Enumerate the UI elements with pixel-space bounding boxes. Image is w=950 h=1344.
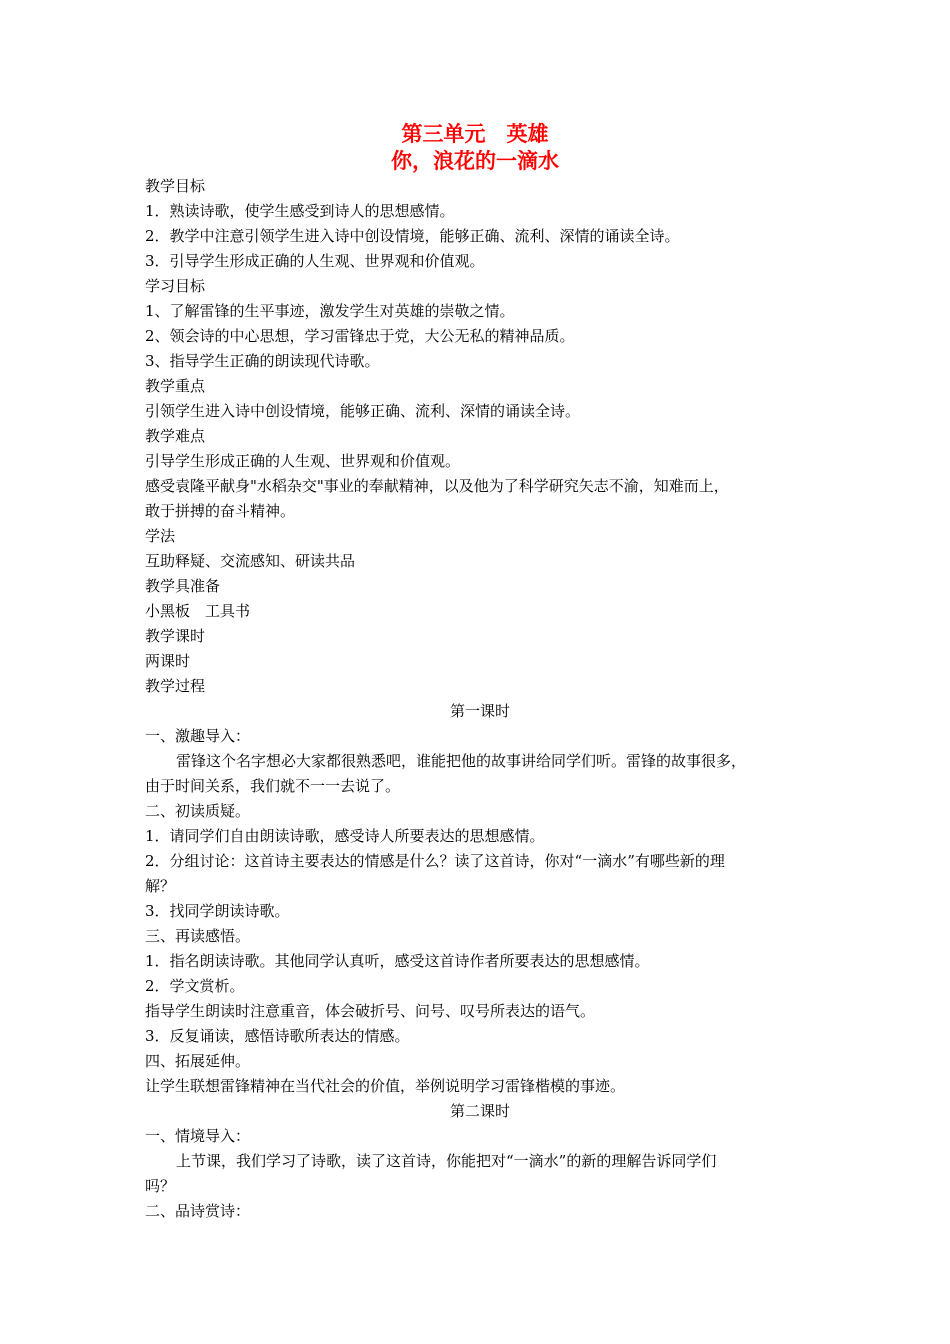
text-line: 教学具准备 — [145, 577, 221, 595]
section-heading: 第二课时 — [449, 1102, 510, 1120]
section-heading: 第一课时 — [449, 702, 510, 720]
document-body — [145, 174, 815, 1224]
text-line: 两课时 — [145, 652, 191, 670]
text-line: 1、了解雷锋的生平事迹，激发学生对英雄的崇敬之情。 — [145, 302, 515, 320]
unit-title: 第三单元 英雄 — [401, 122, 549, 146]
text-line: 三、再读感悟。 — [145, 927, 251, 945]
lesson-title: 你，浪花的一滴水 — [391, 149, 559, 173]
text-line: 一、情境导入： — [145, 1127, 251, 1145]
text-line: 解？ — [145, 877, 176, 895]
text-line: 四、拓展延伸。 — [145, 1052, 251, 1070]
text-line: 教学目标 — [145, 177, 206, 195]
text-line: 二、初读质疑。 — [145, 802, 251, 820]
text-line: 2．教学中注意引领学生进入诗中创设情境，能够正确、流利、深情的诵读全诗。 — [145, 227, 680, 245]
text-line: 互助释疑、交流感知、研读共品 — [145, 552, 356, 570]
text-line: 学习目标 — [145, 277, 206, 295]
text-line: 2．学文赏析。 — [145, 977, 245, 995]
text-line: 教学难点 — [145, 427, 206, 445]
text-line: 3、指导学生正确的朗读现代诗歌。 — [145, 352, 380, 370]
text-line: 2．分组讨论：这首诗主要表达的情感是什么？读了这首诗，你对“一滴水”有哪些新的理 — [145, 852, 725, 870]
text-line: 由于时间关系，我们就不一一去说了。 — [145, 777, 401, 795]
text-line: 指导学生朗读时注意重音，体会破折号、问号、叹号所表达的语气。 — [145, 1002, 596, 1020]
title-block — [0, 121, 950, 175]
text-line: 敢于拼搏的奋斗精神。 — [145, 502, 296, 520]
text-line: 教学过程 — [145, 677, 206, 695]
text-line: 一、激趣导入： — [145, 727, 251, 745]
text-line: 引导学生形成正确的人生观、世界观和价值观。 — [145, 452, 461, 470]
text-line: 雷锋这个名字想必大家都很熟悉吧，谁能把他的故事讲给同学们听。雷锋的故事很多， — [176, 752, 747, 770]
text-line: 吗？ — [145, 1177, 176, 1195]
text-line: 感受袁隆平献身"水稻杂交"事业的奉献精神，以及他为了科学研究矢志不渝，知难而上， — [145, 477, 729, 495]
text-line: 学法 — [145, 527, 176, 545]
text-line: 3．找同学朗读诗歌。 — [145, 902, 290, 920]
text-line: 二、品诗赏诗： — [145, 1202, 251, 1220]
text-line: 1．指名朗读诗歌。其他同学认真听，感受这首诗作者所要表达的思想感情。 — [145, 952, 650, 970]
text-line: 2、领会诗的中心思想，学习雷锋忠于党，大公无私的精神品质。 — [145, 327, 575, 345]
text-line: 3．引导学生形成正确的人生观、世界观和价值观。 — [145, 252, 485, 270]
text-line: 引领学生进入诗中创设情境，能够正确、流利、深情的诵读全诗。 — [145, 402, 581, 420]
text-line: 让学生联想雷锋精神在当代社会的价值，举例说明学习雷锋楷模的事迹。 — [145, 1077, 626, 1095]
text-line: 小黑板 工具书 — [145, 602, 251, 620]
text-line: 上节课，我们学习了诗歌，读了这首诗，你能把对“一滴水”的新的理解告诉同学们 — [176, 1152, 717, 1170]
text-line: 1．熟读诗歌，使学生感受到诗人的思想感情。 — [145, 202, 455, 220]
text-line: 教学课时 — [145, 627, 206, 645]
text-line: 3．反复诵读，感悟诗歌所表达的情感。 — [145, 1027, 410, 1045]
text-line: 教学重点 — [145, 377, 206, 395]
text-line: 1．请同学们自由朗读诗歌，感受诗人所要表达的思想感情。 — [145, 827, 545, 845]
